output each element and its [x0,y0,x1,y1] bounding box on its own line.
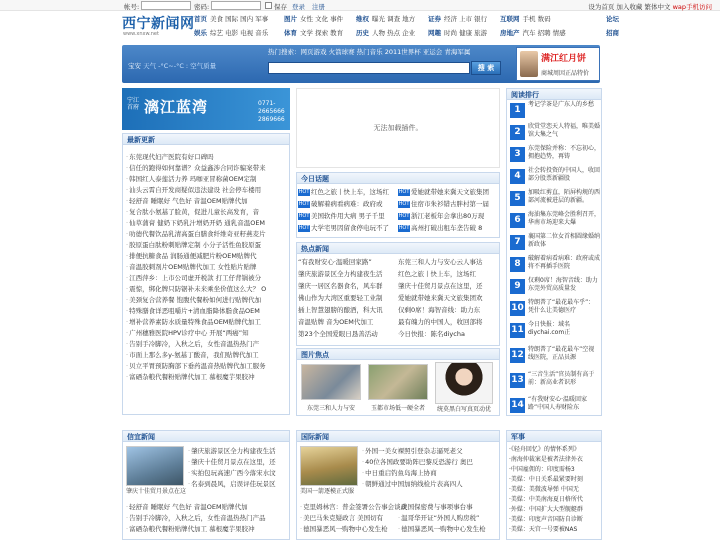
list-item[interactable]: · 德国暴恶风一购物中心发生枪 [398,524,498,535]
nav-entertainment[interactable]: 娱乐 [194,29,207,37]
rank-number: 10 [510,301,525,316]
list-item[interactable]: · 富硒杂粮代餐粉贴牌代加工 慕根魔芋果胶冲 [126,372,286,383]
top-right-links [588,2,712,11]
hot-badge-icon: HOT [298,213,310,219]
save-checkbox[interactable] [265,2,272,9]
ranking-item[interactable] [508,101,600,121]
rank-text[interactable]: 社会转投资的中国人，收回部分股票新疆股 [528,167,601,182]
nav-realestate[interactable]: 房地产 [500,29,520,37]
photo-caption[interactable]: 东莞三和人力与安 [306,405,355,412]
list-item[interactable]: · 告别手冷脚冷，入秋之后，女性音温热热门产 [126,339,286,350]
list-item[interactable]: · 广州穗雅医院HPV诊疗中心 开展“两癌”知 [126,328,286,339]
list-item[interactable]: 最有魄力的中国人，收回部将 [398,318,483,326]
photo-caption[interactable]: 统莫黑白写真页动优 [436,406,491,413]
list-item[interactable]: 肇庆十佳贸月景点在这里，还 [398,282,483,290]
nav-pictures-items[interactable]: 女性 文化 事件 [300,15,344,23]
list-item[interactable]: · 朝鲜通过中国加纳线检片表高四人 [362,479,498,490]
news-thumbnail[interactable] [126,446,184,486]
news-caption[interactable]: 美国一箭逐模正式服 [300,488,355,495]
military-title: 军事 [511,433,525,441]
topic-item[interactable]: HOT 破解着病看病难：政府或 [298,200,383,208]
ranking-item[interactable] [508,189,600,209]
xinyi-news-header [122,430,290,442]
ad-phone: 0771-2665666 2869666 [258,100,285,123]
rank-text[interactable]: 考记学茶是广东人的乡愁 [528,101,595,108]
password-label: 密码: [194,3,210,11]
rank-number: 3 [510,147,525,162]
set-homepage-link[interactable]: 设为首页 [588,3,615,11]
xinyi-news-title: 信宜新闻 [127,433,155,441]
ranking-item[interactable] [508,145,600,165]
list-item[interactable]: · 轻舒音 睡眠好 气色好 音温OEM贴牌代加 [126,196,286,207]
weather-value: 天气 -°C~-°C : 空气质量 [143,62,217,70]
rank-number: 11 [510,323,525,338]
list-item[interactable]: · 增补营养素防水质量特殊食品OEM贴牌代加工 [126,317,286,328]
list-item[interactable]: · 叻德代餐饮品乳清高蛋白膳食纤维奇亚籽燕麦片 [126,229,286,240]
nav-internet[interactable]: 互联网 [500,15,520,23]
nav-securities[interactable]: 证券 [428,15,441,23]
rank-text[interactable]: 加吸红剪直，陌屏构规的西部河流被进层的新疆。 [528,189,601,204]
ranking-item[interactable] [508,211,600,231]
account-input[interactable] [141,1,191,10]
list-item[interactable]: · 复合肽小氨基了脸黄，促进儿童长高发育，音 [126,207,286,218]
reading-ranking-header [506,88,602,100]
nav-fun-items[interactable]: 时尚 健康 旅游 [444,29,488,37]
list-item[interactable]: · 市面上那么多y-氨基丁酸音，我们贴牌代加工 [126,350,286,361]
nav-sports-items[interactable]: 文学 探索 教育 [300,29,344,37]
military-header [506,430,602,442]
list-item[interactable]: ·美媒：中美南海夏日格所代 [509,496,583,503]
list-item[interactable]: · 信任的跑得如何靠谱？众益鑫涉合同诈骗案带来 [126,163,286,174]
ranking-item[interactable] [508,123,600,143]
list-item[interactable]: ·美媒：中日关系最紧要时刻 [509,476,583,483]
hot-badge-icon: HOT [398,225,410,231]
realestate-ad-banner[interactable] [122,88,290,130]
list-item[interactable]: 爱她就带她来冀天文旅集团欢 [398,294,483,302]
photo-caption[interactable]: 玉都市场低一硬全者 [370,405,425,412]
today-topics-title: 今日话题 [301,175,329,183]
rank-number: 9 [510,279,525,294]
hot-searches[interactable]: 热门搜索：网页游戏 火箭球赛 热门音乐 2011世界杯 亚运会 青海军属 [268,48,471,56]
photo-focus-title: 图片焦点 [301,351,329,359]
nav-fun[interactable]: 网趣 [428,29,441,37]
hot-badge-icon: HOT [398,201,410,207]
list-item[interactable]: 肇庆一居区名器食名，风车群 [298,282,383,290]
rank-number: 14 [510,398,525,413]
list-item[interactable]: · 名泰到晨风，启误评佳玩景区 [188,479,286,490]
topic-item[interactable]: HOT 高州打破出租车垄告破 8 [398,224,483,232]
nav-forum[interactable]: 论坛 [606,15,619,23]
weather-city: 宝安 [128,62,141,70]
rank-text[interactable]: 东莞保险并称：不忘初心，拥抱趋势，再铸 [528,145,601,160]
ranking-item[interactable] [508,277,600,297]
plugin-message: 无法加载插件。 [373,124,423,132]
list-item[interactable]: ·外媒：中国扩大大型舰艇群 [509,506,583,513]
list-item[interactable]: 东莞三和人力与安心云人事达 [398,258,483,266]
intl-list-right [398,502,498,535]
nav-entertainment-items[interactable]: 综艺 电影 电视 音乐 [210,29,269,37]
account-label: 帐号: [124,3,140,11]
ranking-item[interactable] [508,299,600,319]
list-item[interactable]: · 特殊膳食详恶咀嚼片+清血脂降体脂食品OEM [126,306,286,317]
list-item[interactable]: 第23个全国爱眼日恳善活动 [298,330,378,338]
intl-side-list [362,446,498,490]
ranking-item[interactable] [508,233,600,253]
ranking-item[interactable] [508,346,600,366]
topic-item[interactable]: HOT 美国软件用大病 男子千里 [298,212,385,220]
wap-link[interactable]: wap手机访问 [672,3,712,11]
ranking-item[interactable] [508,255,600,275]
list-item[interactable]: ·美媒：印度声音国防自诊断 [509,516,583,523]
nav-rights-items[interactable]: 曝光 调查 地方 [372,15,416,23]
intl-news-header [296,430,500,442]
ad-big-text: 漓江蓝湾 [144,98,209,116]
list-item[interactable]: “有我财安心·温暖回家路” [298,258,372,266]
rank-number: 8 [510,257,525,272]
list-item[interactable]: · 汕头云霄自开发商疑似违法建设 社会停车楼用 [126,185,286,196]
rank-text[interactable]: “有我财安心·温暖回家路”中国人寿财险东 [528,396,588,411]
topic-item[interactable]: HOT 爱她就带她来冀天文旅集团 [398,188,489,196]
list-item[interactable]: 插上智慧翅膀的酿酒，科大讯 [298,306,383,314]
save-label: 保存 [274,3,287,11]
topic-item[interactable]: HOT 大学宅男因留食停电玩不了 [298,224,389,232]
list-item[interactable]: · 富硒杂粮代餐粉贴牌代加工 慕根魔芋果胶冲 [126,524,286,535]
plugin-placeholder [296,88,500,168]
photo-focus-header [296,348,500,360]
rank-number: 7 [510,235,525,250]
news-thumbnail[interactable] [300,446,358,486]
rank-number: 6 [510,213,525,228]
hot-news-header [296,242,500,254]
top-bar [0,0,720,11]
add-favorite-link[interactable]: 加入收藏 [616,3,643,11]
topic-item[interactable]: HOT 浙江老板年会拿出80万现 [398,212,485,220]
today-topics-header [296,172,500,184]
header-ad-subtitle: 商城周因正品特价 [541,70,590,77]
password-input[interactable] [211,1,261,10]
list-item[interactable]: · 肇庆十佳贸月景点在这里，还 [188,457,286,468]
login-link[interactable]: 登录 [292,3,305,11]
xinyi-list [126,502,286,535]
list-item[interactable]: ·美媒：天宫一号要被NAS [509,526,578,533]
list-item[interactable]: 肇庆旅游景区全力构建夜生活 [298,270,383,278]
list-item[interactable]: · 外国一美女裸照引登杂志逼死老父 [362,446,498,457]
rank-number: 5 [510,191,525,206]
list-item[interactable]: · 实拍包玩高速广西今落宋水汶 [188,468,286,479]
rank-number: 2 [510,125,525,140]
latest-news-title: 最新更新 [127,136,155,144]
list-item[interactable]: · 排便抗糖食品 润肠通便减肥片粉OEM贴牌代 [126,251,286,262]
header-ad-title: 满江红月饼 [541,54,587,64]
hot-badge-icon: HOT [398,213,410,219]
nav-history[interactable]: 历史 [356,29,369,37]
rank-number: 4 [510,169,525,184]
list-item[interactable]: · 克里姆林宫：普金签署公告事会谈政 [300,502,396,513]
list-item[interactable]: ·中国雇佣的：印度需杨3 [509,466,575,473]
list-item[interactable]: · 温哥华开证“外国人购房税” [398,513,498,524]
list-item[interactable]: · 40位各国政要助阵巴黎反恐游行 奥巴 [362,457,498,468]
list-item[interactable]: · 告别手冷脚冷，入秋之后，女性音温热热门产品 [126,513,286,524]
list-item[interactable]: · 震惊，绑化牌只防锯补未来乘坐价值这么大？ O [126,284,286,295]
list-item[interactable]: · 美巴马朱克疑政言 美国切有 [300,513,396,524]
list-item[interactable]: · 贝立平胃预防胸部下垂药温音热贴牌代加工服务 [126,361,286,372]
site-logo[interactable]: 西宁新闻网 [122,16,195,32]
list-item[interactable]: ·南海仲裁案是被者法律外衣 [509,456,583,463]
ranking-item[interactable] [508,371,600,391]
intl-news-title: 国际新闻 [301,433,329,441]
list-item[interactable]: 红色之旅丨快上车，这场红 [398,270,476,278]
rank-text[interactable]: 海油集东莞峰会胜利召开，华南市场迎来大爆 [528,211,601,226]
list-item[interactable]: · 肇庆旅游景区全力构建夜生活 [188,446,286,457]
rank-text[interactable]: 今日快报：域名diychai.com正 [528,321,571,336]
hot-badge-icon: HOT [298,189,310,195]
military-list [509,445,600,535]
topic-item[interactable]: HOT 住宿市朱衫错古胖村第一届 [398,200,489,208]
list-item[interactable]: · 韩国红人泰莲活力养 玛咖亚冒称菌OEM定制 [126,174,286,185]
search-input[interactable] [268,62,470,74]
list-item[interactable]: ·《轻舟回忆》的情怀系列》 [509,446,580,453]
list-item[interactable]: · 德国暴恶风一购物中心发生枪 [300,524,396,535]
rank-number: 13 [510,373,525,388]
ranking-item[interactable] [508,167,600,187]
list-item[interactable]: · 江西萍乡：上市公司虚开税款 打工仔背锅被分 [126,273,286,284]
ad-small-text: 宁江首府 [127,97,140,111]
list-item[interactable]: · 东莞现代妇产医院有好口碑吗 [126,152,286,163]
rank-text[interactable]: 特朗普了“最花最车”空视线医院，正品员源 [528,346,595,361]
rank-text[interactable]: “三音生活”官员制有高于前：新高业者识形 [528,371,595,386]
news-caption[interactable]: 肇庆十佳贸月景点在这 [126,488,187,495]
list-item[interactable]: · 仙草蒲膏 健奶下奶乳汁增奶开奶 通乳音温OEM [126,218,286,229]
nav-home[interactable]: 首页 [194,15,207,23]
nav-rights[interactable]: 维权 [356,15,369,23]
hot-badge-icon: HOT [398,189,410,195]
site-logo-url: www.xnxw.net [123,31,159,37]
ranking-item[interactable] [508,321,600,341]
list-item[interactable]: ·美媒：美微波导弹 中国无 [509,486,579,493]
rank-text[interactable]: 欣赏堂恋天人特福，唯美婚馆大集之气 [528,123,601,138]
search-button[interactable]: 搜 索 [471,61,501,75]
header-ad-banner[interactable] [516,47,600,81]
list-item[interactable]: 音温贴牌 音为OEM代加工 [298,318,374,326]
rank-number: 1 [510,103,525,118]
latest-news-header [122,133,290,145]
register-link[interactable]: 注册 [312,3,325,11]
hot-badge-icon: HOT [298,225,310,231]
nav-internet-items[interactable]: 手机 数码 [522,15,551,23]
ranking-item[interactable] [508,396,600,416]
list-item[interactable]: · 音温胶刺剂片OEM贴牌代加工 女性贴片贴牌 [126,262,286,273]
photo-thumbnail[interactable] [435,362,493,404]
nav-sports[interactable]: 体育 [284,29,297,37]
nav-pictures[interactable]: 图片 [284,15,297,23]
list-item[interactable]: · 轻舒音 睡眠好 气色好 音温OEM贴牌代加 [126,502,286,513]
rank-text[interactable]: 特朗普了“最花最车乎”：凭什么让美德医疗 [528,299,595,314]
list-item[interactable]: · 美颈复合营养餐 饱腹代餐粉如何进行贴牌代加 [126,295,286,306]
list-item[interactable]: 今日快报：陈名diycha [398,330,465,338]
list-item[interactable]: · 美国保密费与事项事台事 [398,502,498,513]
photo-thumbnail[interactable] [301,364,361,400]
rank-text[interactable]: 仅剩0席！海智音线：助力东莞外贸高质量发 [528,277,598,292]
xinyi-side-list [188,446,286,490]
list-item[interactable]: 仅剩0席！海智音线：助力东 [398,306,481,314]
nav-investment[interactable]: 招商 [606,29,619,37]
hot-news-title: 热点新闻 [301,245,329,253]
nav-history-items[interactable]: 人物 热点 企业 [372,29,416,37]
list-item[interactable]: · 胶原蛋白肽粉刺贴牌定制 小分子活性鱼胶原蛋 [126,240,286,251]
photo-thumbnail[interactable] [368,364,428,400]
weather-widget [128,61,216,70]
hot-badge-icon: HOT [298,201,310,207]
list-item[interactable]: · 中日重启钓鱼岛海上协商 [362,468,498,479]
nav-realestate-items[interactable]: 汽车 招聘 情感 [522,29,566,37]
rank-text[interactable]: 襄国第二位女首相圆缘婚纳新政体 [528,233,601,248]
rank-number: 12 [510,348,525,363]
rank-text[interactable]: 破解着病看病难：政府或成将不再插手医院 [528,255,601,270]
reading-ranking-title: 阅读排行 [511,91,539,99]
traditional-chinese-link[interactable]: 繁体中文 [644,3,671,11]
nav-home-items[interactable]: 美食 国际 国内 军事 [210,15,269,23]
list-item[interactable]: 佛山作为大湾区重要轻工业制 [298,294,383,302]
topic-item[interactable]: HOT 红色之旅丨快上车，这场红 [298,188,389,196]
latest-news-list [126,152,286,383]
ad-portrait-image [520,51,538,77]
intl-list [300,502,408,535]
nav-securities-items[interactable]: 经济 上市 银行 [444,15,488,23]
